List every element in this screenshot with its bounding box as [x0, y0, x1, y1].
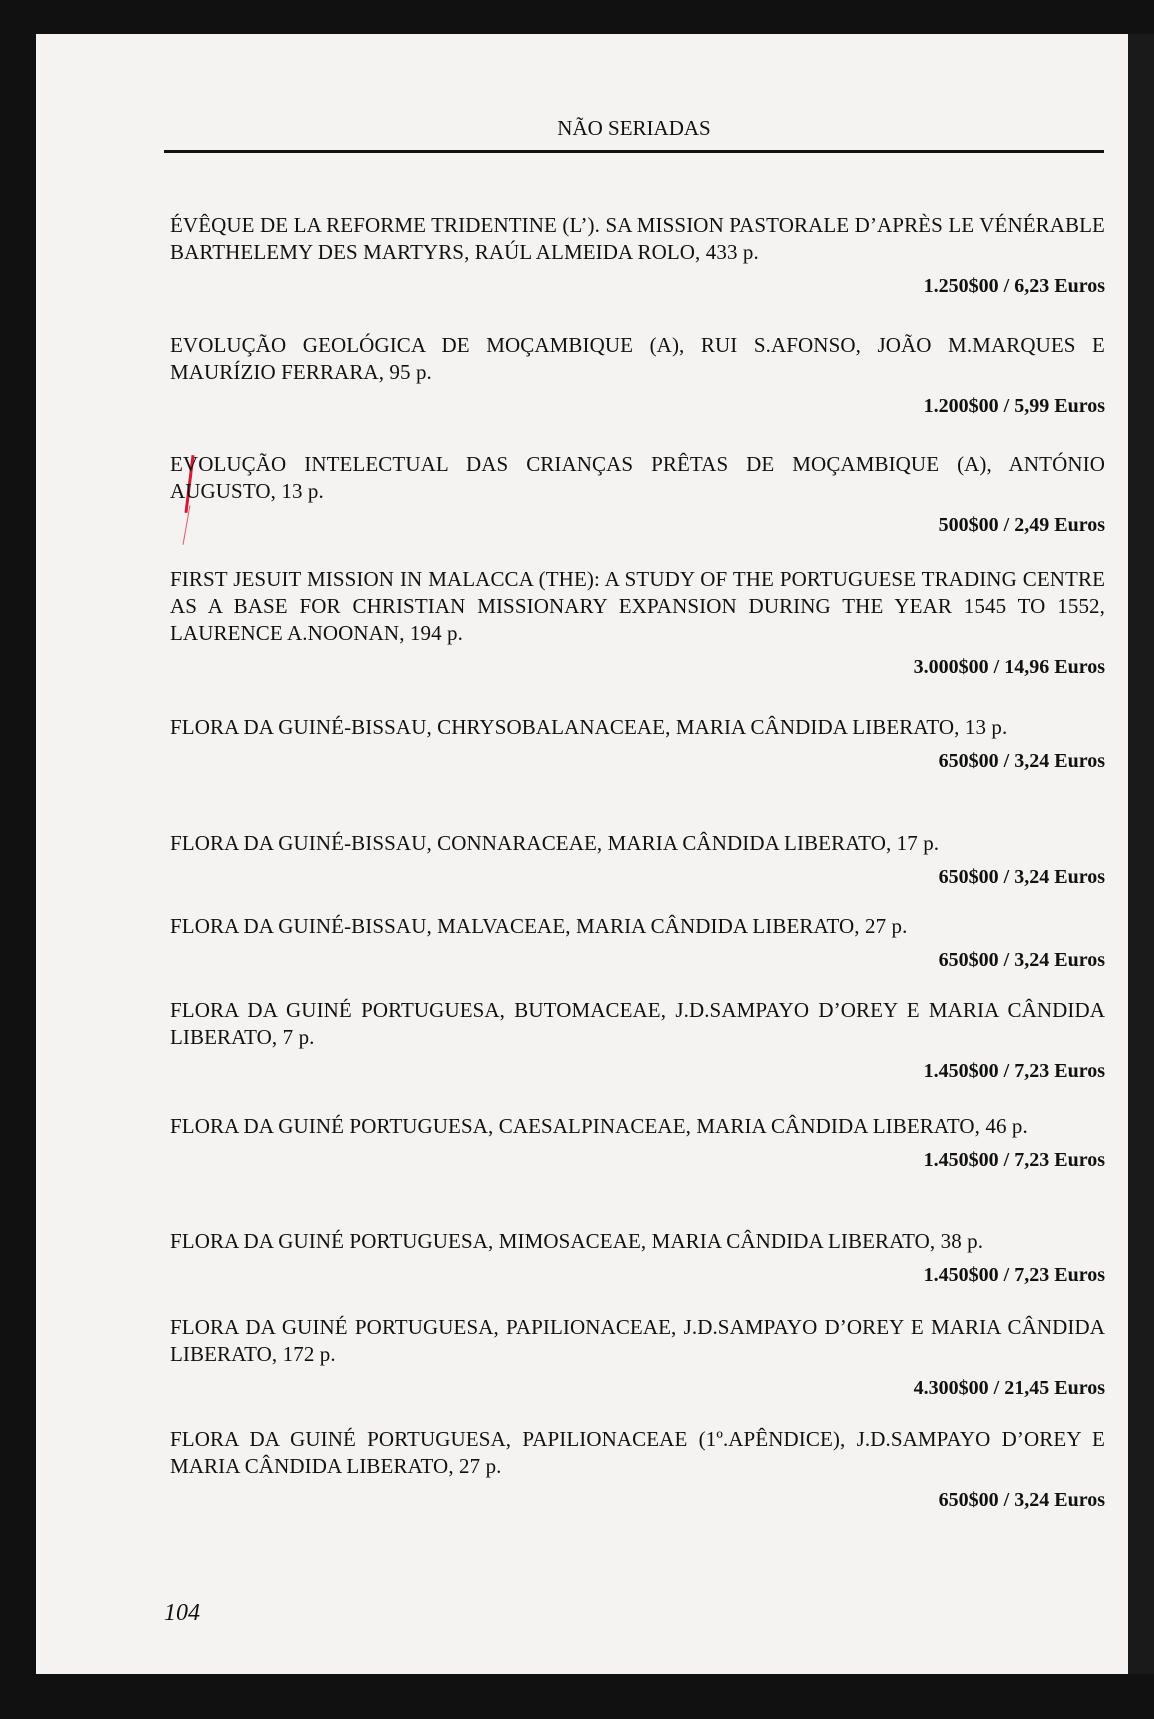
entry-title: ÉVÊQUE DE LA REFORME TRIDENTINE (L’). SA MISSION PASTORALE D’APRÈS LE VÉNÉRABLE BARTHELEMY DES MARTYRS, RAÚL ALMEIDA ROLO, 433 p. — [170, 213, 1105, 264]
entry-price: 1.450$00 / 7,23 Euros — [923, 1264, 1105, 1286]
entry-title: FLORA DA GUINÉ-BISSAU, CHRYSOBALANACEAE, MARIA CÂNDIDA LIBERATO, 13 p. — [170, 715, 1008, 739]
entry-price: 650$00 / 3,24 Euros — [938, 750, 1105, 772]
entry-price: 500$00 / 2,49 Euros — [938, 514, 1105, 536]
catalog-entry — [170, 1228, 1105, 1287]
entry-title: FLORA DA GUINÉ PORTUGUESA, PAPILIONACEAE, J.D.SAMPAYO D’OREY E MARIA CÂNDIDA LIBERATO, 172 p. — [170, 1315, 1105, 1366]
header-rule — [164, 150, 1104, 153]
catalog-entry — [170, 1426, 1105, 1512]
entry-title: FLORA DA GUINÉ-BISSAU, CONNARACEAE, MARIA CÂNDIDA LIBERATO, 17 p. — [170, 831, 940, 855]
entry-price: 1.200$00 / 5,99 Euros — [923, 395, 1105, 417]
entry-title: FIRST JESUIT MISSION IN MALACCA (THE): A STUDY OF THE PORTUGUESE TRADING CENTRE AS A BASE FOR CHRISTIAN MISSIONARY EXPANSION DURING THE YEAR 1545 TO 1552, LAURENCE A.NOONAN, 194 p. — [170, 567, 1105, 645]
catalog-entry — [170, 451, 1105, 537]
entry-price: 3.000$00 / 14,96 Euros — [913, 656, 1105, 678]
catalog-entry — [170, 997, 1105, 1083]
catalog-entry — [170, 332, 1105, 418]
entry-title: EVOLUÇÃO INTELECTUAL DAS CRIANÇAS PRÊTAS DE MOÇAMBIQUE (A), ANTÓNIO AUGUSTO, 13 p. — [170, 452, 1105, 503]
catalog-entry — [170, 913, 1105, 972]
entry-price: 650$00 / 3,24 Euros — [938, 949, 1105, 971]
catalog-entry — [170, 1314, 1105, 1400]
entry-title: FLORA DA GUINÉ-BISSAU, MALVACEAE, MARIA CÂNDIDA LIBERATO, 27 p. — [170, 914, 908, 938]
entry-price: 650$00 / 3,24 Euros — [938, 866, 1105, 888]
entry-title: FLORA DA GUINÉ PORTUGUESA, CAESALPINACEAE, MARIA CÂNDIDA LIBERATO, 46 p. — [170, 1114, 1028, 1138]
page-edge-shadow — [1128, 34, 1154, 1674]
page-number: 104 — [164, 1600, 200, 1626]
entry-price: 1.250$00 / 6,23 Euros — [923, 275, 1105, 297]
entry-price: 4.300$00 / 21,45 Euros — [913, 1377, 1105, 1399]
entry-title: FLORA DA GUINÉ PORTUGUESA, PAPILIONACEAE (1º.APÊNDICE), J.D.SAMPAYO D’OREY E MARIA CÂNDIDA LIBERATO, 27 p. — [170, 1427, 1105, 1478]
entry-price: 1.450$00 / 7,23 Euros — [923, 1149, 1105, 1171]
entry-price: 1.450$00 / 7,23 Euros — [923, 1060, 1105, 1082]
catalog-entry — [170, 1113, 1105, 1172]
entry-title: FLORA DA GUINÉ PORTUGUESA, MIMOSACEAE, MARIA CÂNDIDA LIBERATO, 38 p. — [170, 1229, 984, 1253]
catalog-entry — [170, 830, 1105, 889]
catalog-entry — [170, 212, 1105, 298]
entry-title: EVOLUÇÃO GEOLÓGICA DE MOÇAMBIQUE (A), RUI S.AFONSO, JOÃO M.MARQUES E MAURÍZIO FERRARA, 95 p. — [170, 333, 1105, 384]
catalog-entry — [170, 714, 1105, 773]
page-header: NÃO SERIADAS — [557, 116, 711, 140]
entry-price: 650$00 / 3,24 Euros — [938, 1489, 1105, 1511]
entry-title: FLORA DA GUINÉ PORTUGUESA, BUTOMACEAE, J.D.SAMPAYO D’OREY E MARIA CÂNDIDA LIBERATO, 7 p. — [170, 998, 1105, 1049]
catalog-entry — [170, 566, 1105, 679]
